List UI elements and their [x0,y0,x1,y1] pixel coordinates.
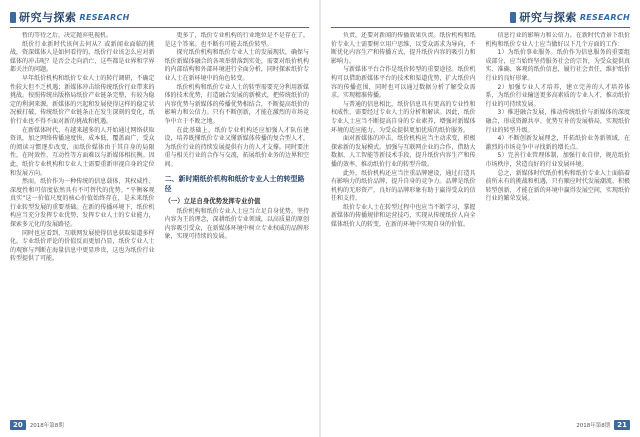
body-paragraph: 暂的等待之后，决定抛弃电视机。 [22,32,113,39]
section-heading: 二、新时期纸价机构和纸价专业人士的转型路径 [164,174,305,193]
header-title-en: RESEARCH [79,12,130,22]
body-paragraph: 2）加强专业人才培养，建立完善的人才培养体系，为纸价行业输送更多高素质的专业人才，推动纸价行业的可持续发展。 [485,83,630,108]
body-paragraph: 然而，纸价作为一种传统的信息载体，其权威性、深度性和可信度依然具有不可替代的优势。“平衡客观真实”这一价值尺度的核心价值始终存在，是未来纸价行业转型发展的重要基础。在新的传播环境下，纸价机构应当充分发挥专业优势，发挥专业人士的专业能力，探索多元化的发展路径。 [10,178,155,229]
right-footer [576,419,630,431]
page-number: 21 [614,420,630,430]
body-paragraph: 面对新媒体的冲击，纸价机构应当主动求变，积极探索新的发展模式。加强与互联网企业的合作，借助大数据、人工智能等新技术手段，提升纸价内容生产和传播的效率，推动纸价行业的转型升级。 [331,135,476,168]
body-paragraph: 与新媒体平台合作是纸价转型的重要途径。纸价机构可以借助新媒体平台的技术和渠道优势，扩大纸价内容的传播范围，同时也可以通过数据分析了解受众需求，实现精准传播。 [331,66,476,100]
body-paragraph: 纸价行业新时代该何去何从？或新闻业面临的挑战，资深媒体人是如何看待的，纸价行业该怎么应对新媒体的冲击呢？是否会走向消亡，这些都是业界和学界都关注的问题。 [10,40,155,74]
header-title: 研究与探索 [519,11,577,24]
header-rule [10,27,309,28]
left-column-1 [10,32,155,415]
body-paragraph: 此外，纸价机构还应当注重品牌建设，通过打造具有影响力的纸价品牌，提升自身的竞争力。品牌是纸价机构的无形资产，良好的品牌形象有助于赢得受众的信任和支持。 [331,169,476,203]
page-number: 20 [10,420,26,430]
body-paragraph: 纸价机构和纸价专业人士的转型需要充分利用新媒体的技术优势，打造融合发展的新模式，把传统纸价的内容优势与新媒体的传播优势相结合，不断提高纸价的影响力和公信力。只有不断创新，才能在激烈的市场竞争中立于不败之地。 [164,83,309,125]
left-page [0,0,319,437]
right-column-2 [486,32,631,415]
header-marker [510,12,516,23]
body-paragraph: 在此基础上，纸价专业机构还应加强人才队伍建设，培养既懂纸价专业又懂新媒体传播的复合型人才，为纸价行业的持续发展提供有力的人才支撑。同时要注重与相关行业的合作与交流，拓展纸价业务的边界和空间。 [164,126,309,168]
body-paragraph: 5）完善行业管理体制，加强行业自律，规范纸价市场秩序，营造良好的行业发展环境。 [485,152,630,168]
right-page [321,0,640,437]
body-paragraph: 1）为纸价事业服务。纸价作为信息服务的重要组成部分，应当始终坚持服务社会的宗旨，为受众提供真实、准确、客观的纸价信息，履行社会责任，维护纸价行业的良好形象。 [485,49,630,82]
body-paragraph: 更多了，纸价专业机构的行业地位是不是存在了，是这个答案。也不断有可能去纸价转型。 [164,32,309,48]
body-paragraph: 信息行业的影响力和公信力。在新时代背景下纸价机构和纸价专业人士应当做好以下几个方面的工作： [485,32,630,48]
body-paragraph: 探究纸价机构和纸价专业人士的发展现状，确保与纸价新媒体融合的各项举措落到实处，需要对纸价机构的内部结构和外部环境进行全面分析，同时探索纸价专业人士在新环境中的角色转变。 [164,49,309,82]
header-marker [10,12,16,23]
left-footer [10,419,64,431]
body-paragraph: 在新媒体时代，有越来越多的人开始通过网络获取资讯，加之网络传播速度快、成本低、覆盖面广，受众的阅读习惯逐步改变，而纸价媒体由于其自身的局限性，在时效性、互动性等方面难以与新媒体相抗衡。因此，纸价专业机构和专业人士需要重新审视自身的定位和发展方向。 [10,126,155,177]
right-column-1 [331,32,476,415]
header-title-en: RESEARCH [579,12,630,22]
subsection-heading: （一）立足自身优势发挥专业价值 [164,196,261,205]
issue-label: 2018年第8期 [576,423,611,429]
right-columns [331,32,630,415]
body-paragraph: 与普通的信息相比，纸价信息具有更高的专业性和权威性，需要经过专业人士的分析和解读。因此，纸价专业人士应当不断提高自身的专业素养，增强对新媒体环境的适应能力，为受众提供更加优质的纸价服务。 [331,100,476,134]
issue-label: 2018年第8期 [29,423,64,429]
body-paragraph: 总之，新媒体时代纸价机构和纸价专业人士面临着前所未有的挑战和机遇，只有顺应时代发展潮流，积极转型创新，才能在新的环境中赢得发展空间，实现纸价行业的繁荣发展。 [485,169,630,203]
header-rule [331,27,630,28]
body-paragraph: 3）推进融合发展，推动传统纸价与新媒体的深度融合，形成资源共享、优势互补的发展格局，实现纸价行业的转型升级。 [485,109,630,134]
body-paragraph: 纸价机构和纸价专业人士应当立足自身优势，坚持内容为王的理念，深耕纸价专业领域，以高质量的原创内容吸引受众，在新媒体环境中树立专业权威的品牌形象，实现可持续的发展。 [164,207,309,241]
body-paragraph: 同时也应看到，互联网发展使得信息获取渠道多样化，专业纸价评论的价值反而更加凸显，纸价专业人士的观察与判断在海量信息中更显珍贵，这也为纸价行业转型提供了可能。 [10,229,155,263]
body-paragraph: 早年纸价机构和纸价专业人士的转行调研，不确定性较大但不乏机遇；新媒体冲击给传统纸价行业带来的挑战。按照传统出版格局纸价产业链条完整，有较为稳定的利润来源。新媒体的兴起和发展使得这样的稳定状况被打破，传统纸价产业链条正在发生深刻的变化，纸价行业也不得不面对新的挑战和机遇。 [10,74,155,125]
body-paragraph: 负责，还要对新闻的传播效果负责。纸价机构和纸价专业人士需要树立用户思维，以受众需求为导向，不断优化内容生产和传播方式，提升纸价内容的吸引力和影响力。 [331,32,476,65]
left-columns [10,32,309,415]
left-header [10,7,309,27]
left-column-2 [165,32,310,415]
body-paragraph: 4）不断创新发展理念，开拓纸价业务新领域，在激烈的市场竞争中寻找新的增长点。 [485,135,630,151]
right-header [331,7,630,27]
header-title: 研究与探索 [19,11,77,24]
body-paragraph: 纸价专业人士在转型过程中也应当不断学习，掌握新媒体的传播规律和运营技巧，实现从传统纸价人向全媒体纸价人的转变，在新的环境中实现自身的价值。 [331,203,476,229]
